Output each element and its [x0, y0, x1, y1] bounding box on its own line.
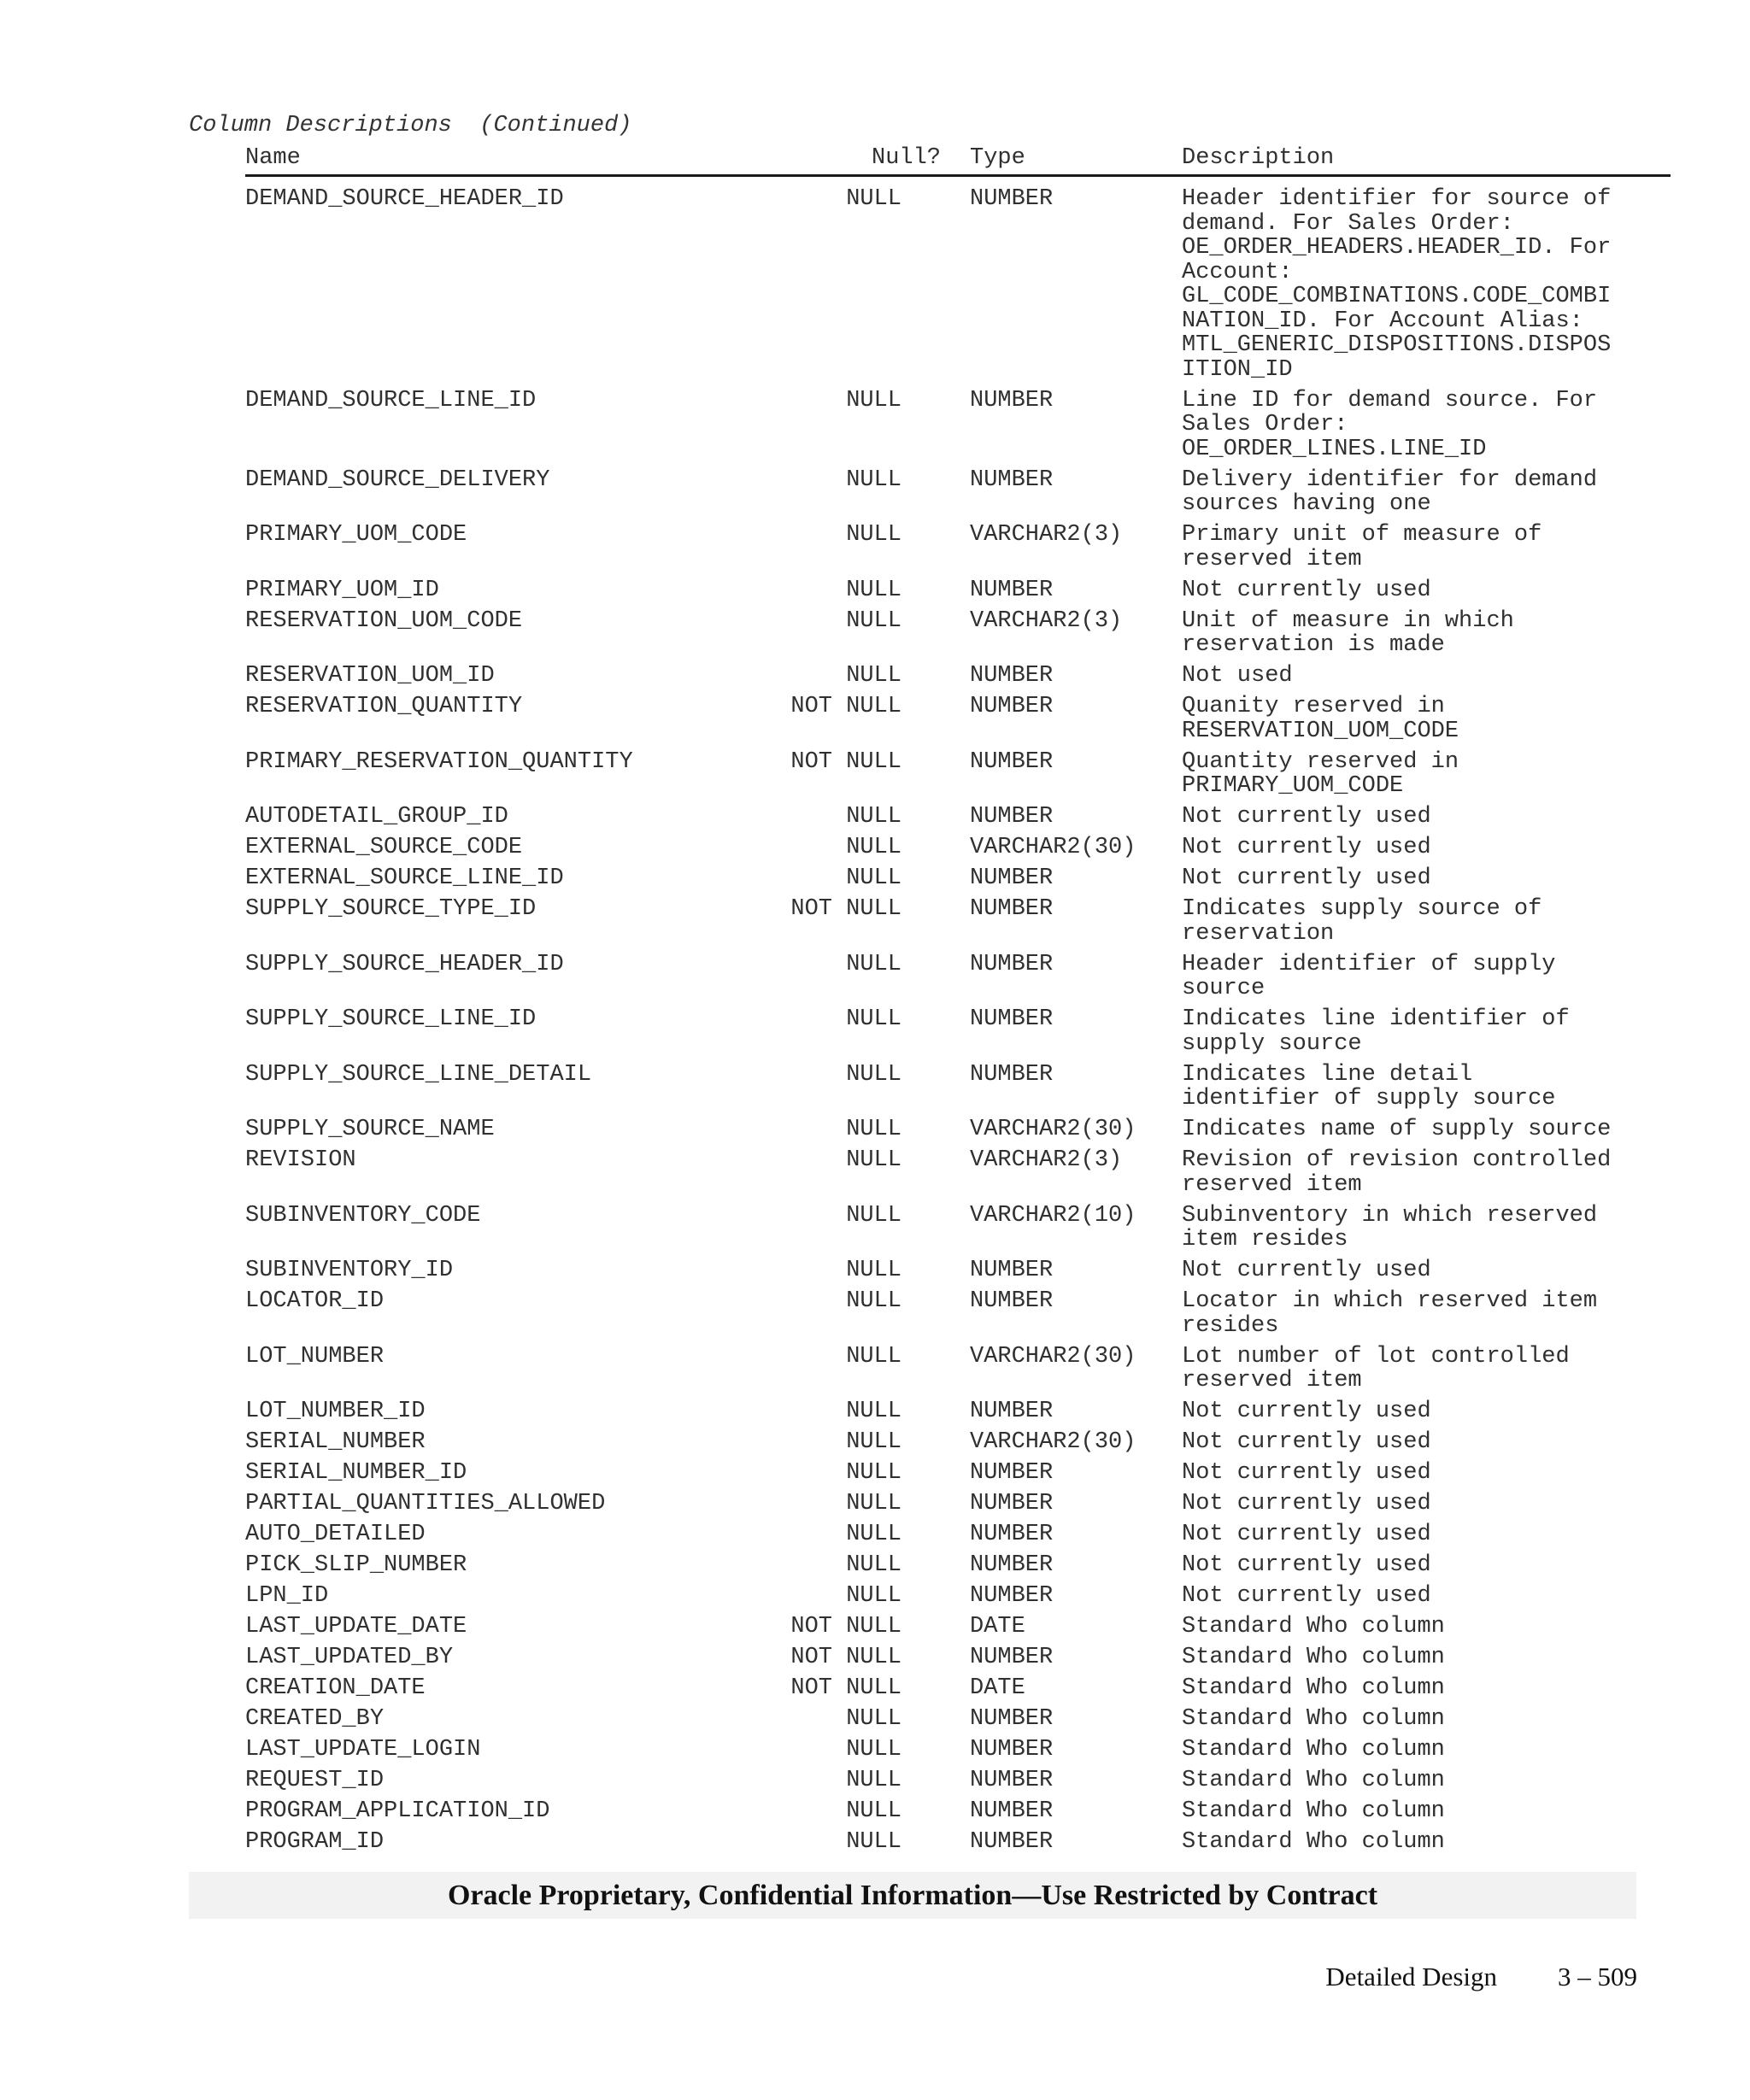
description-cell: Locator in which reserved item resides [1182, 1288, 1598, 1339]
nullability-cell: NULL [846, 1768, 901, 1793]
column-name-cell: RESERVATION_QUANTITY [245, 694, 523, 719]
column-descriptions-table [245, 144, 1671, 1861]
column-name-cell: LAST_UPDATE_DATE [245, 1614, 467, 1640]
table-row [245, 1830, 1671, 1855]
description-cell: Standard Who column [1182, 1675, 1445, 1701]
datatype-cell: NUMBER [970, 748, 1054, 775]
datatype-cell: NUMBER [970, 865, 1054, 891]
datatype-cell: NUMBER [970, 1583, 1054, 1609]
column-name-cell: LPN_ID [245, 1583, 329, 1609]
datatype-cell: VARCHAR2(3) [970, 607, 1123, 634]
footer-section-title: Detailed Design [1325, 1962, 1497, 1991]
table-row [245, 389, 1671, 462]
description-cell: Indicates line identifier of supply source [1182, 1006, 1570, 1057]
table-row [245, 1738, 1671, 1763]
datatype-cell: NUMBER [970, 1288, 1054, 1314]
table-row [245, 578, 1671, 603]
description-cell: Not currently used [1182, 1491, 1431, 1516]
table-row [245, 866, 1671, 891]
column-name-cell: EXTERNAL_SOURCE_CODE [245, 835, 523, 860]
description-cell: Standard Who column [1182, 1706, 1445, 1732]
datatype-cell: VARCHAR2(30) [970, 1429, 1136, 1455]
datatype-cell: NUMBER [970, 1491, 1054, 1516]
description-cell: Not currently used [1182, 1258, 1431, 1283]
column-name-cell: REVISION [245, 1147, 356, 1173]
nullability-cell: NULL [846, 1006, 901, 1032]
column-name-cell: SUPPLY_SOURCE_HEADER_ID [245, 951, 564, 977]
description-cell: Lot number of lot controlled reserved item [1182, 1343, 1570, 1393]
description-cell: Not currently used [1182, 577, 1431, 603]
nullability-cell: NULL [846, 1829, 901, 1855]
table-row [245, 1430, 1671, 1455]
column-name-cell: SUPPLY_SOURCE_TYPE_ID [245, 896, 537, 922]
description-cell: Quanity reserved in RESERVATION_UOM_CODE [1182, 694, 1459, 744]
column-name-cell: DEMAND_SOURCE_LINE_ID [245, 387, 537, 414]
footer-page-number: 3 – 509 [1558, 1962, 1637, 1991]
column-name-cell: LAST_UPDATE_LOGIN [245, 1737, 481, 1763]
table-header [245, 144, 1671, 177]
nullability-cell: NOT NULL [790, 1645, 901, 1670]
table-row [245, 695, 1671, 743]
nullability-cell: NULL [846, 951, 901, 977]
nullability-cell: NULL [846, 835, 901, 860]
table-row [245, 750, 1671, 799]
description-cell: Unit of measure in which reservation is made [1182, 607, 1514, 658]
nullability-cell: NULL [846, 186, 901, 212]
column-name-cell: SERIAL_NUMBER_ID [245, 1460, 467, 1486]
table-row [245, 953, 1671, 1001]
table-body [245, 187, 1671, 1855]
table-row [245, 1522, 1671, 1547]
column-name-cell: DEMAND_SOURCE_DELIVERY [245, 466, 550, 493]
datatype-cell: VARCHAR2(10) [970, 1202, 1136, 1229]
table-row [245, 1707, 1671, 1732]
nullability-cell: NULL [846, 1552, 901, 1578]
datatype-cell: VARCHAR2(30) [970, 835, 1136, 860]
nullability-cell: NULL [846, 1399, 901, 1424]
column-name-cell: PROGRAM_ID [245, 1829, 385, 1855]
datatype-cell: NUMBER [970, 694, 1054, 719]
table-row [245, 1258, 1671, 1283]
table-row [245, 1645, 1671, 1670]
datatype-cell: NUMBER [970, 1768, 1054, 1793]
nullability-cell: NULL [846, 1117, 901, 1142]
datatype-cell: NUMBER [970, 577, 1054, 603]
description-cell: Indicates name of supply source [1182, 1117, 1612, 1142]
description-cell: Indicates supply source of reservation [1182, 896, 1542, 947]
description-cell: Not currently used [1182, 835, 1431, 860]
datatype-cell: VARCHAR2(30) [970, 1117, 1136, 1142]
nullability-cell: NULL [846, 1737, 901, 1763]
nullability-cell: NULL [846, 577, 901, 603]
nullability-cell: NULL [846, 1522, 901, 1547]
column-name-cell: CREATED_BY [245, 1706, 385, 1732]
description-cell: Standard Who column [1182, 1798, 1445, 1824]
description-cell: Indicates line detail identifier of supply source [1182, 1061, 1556, 1112]
column-name-cell: SUPPLY_SOURCE_NAME [245, 1117, 495, 1142]
datatype-cell: NUMBER [970, 1399, 1054, 1424]
datatype-cell: DATE [970, 1614, 1025, 1640]
column-name-cell: PRIMARY_UOM_ID [245, 577, 439, 603]
table-row [245, 1063, 1671, 1112]
description-cell: Not used [1182, 663, 1293, 689]
column-name-cell: PRIMARY_RESERVATION_QUANTITY [245, 748, 633, 775]
description-cell: Not currently used [1182, 1429, 1431, 1455]
description-cell: Not currently used [1182, 1460, 1431, 1486]
table-row [245, 1553, 1671, 1578]
description-cell: Not currently used [1182, 804, 1431, 830]
datatype-cell: NUMBER [970, 1737, 1054, 1763]
table-row [245, 1584, 1671, 1609]
column-name-cell: SUBINVENTORY_ID [245, 1258, 454, 1283]
column-name-cell: PRIMARY_UOM_CODE [245, 522, 467, 548]
header-null: Null? [872, 145, 942, 171]
datatype-cell: NUMBER [970, 1258, 1054, 1283]
description-cell: Line ID for demand source. For Sales Order: OE_ORDER_LINES.LINE_ID [1182, 387, 1598, 462]
table-row [245, 1007, 1671, 1056]
nullability-cell: NOT NULL [790, 1614, 901, 1640]
table-row [245, 187, 1671, 382]
description-cell: Delivery identifier for demand sources having one [1182, 466, 1598, 517]
table-row [245, 1345, 1671, 1393]
table-row [245, 468, 1671, 517]
header-description: Description [1182, 145, 1335, 171]
description-cell: Primary unit of measure of reserved item [1182, 522, 1542, 572]
datatype-cell: NUMBER [970, 804, 1054, 830]
description-cell: Not currently used [1182, 1522, 1431, 1547]
column-name-cell: EXTERNAL_SOURCE_LINE_ID [245, 865, 564, 891]
description-cell: Not currently used [1182, 1399, 1431, 1424]
nullability-cell: NULL [846, 1460, 901, 1486]
description-cell: Not currently used [1182, 1552, 1431, 1578]
datatype-cell: NUMBER [970, 1829, 1054, 1855]
datatype-cell: NUMBER [970, 1645, 1054, 1670]
nullability-cell: NULL [846, 522, 901, 548]
column-name-cell: AUTO_DETAILED [245, 1522, 426, 1547]
nullability-cell: NULL [846, 1147, 901, 1173]
datatype-cell: NUMBER [970, 1522, 1054, 1547]
table-row [245, 1204, 1671, 1252]
table-row [245, 1615, 1671, 1640]
table-row [245, 1492, 1671, 1516]
description-cell: Not currently used [1182, 865, 1431, 891]
datatype-cell: VARCHAR2(3) [970, 1147, 1123, 1173]
datatype-cell: NUMBER [970, 1552, 1054, 1578]
column-name-cell: REQUEST_ID [245, 1768, 385, 1793]
column-name-cell: PARTIAL_QUANTITIES_ALLOWED [245, 1491, 606, 1516]
table-row [245, 664, 1671, 689]
datatype-cell: NUMBER [970, 1460, 1054, 1486]
table-row [245, 897, 1671, 946]
datatype-cell: NUMBER [970, 896, 1054, 922]
datatype-cell: VARCHAR2(3) [970, 522, 1123, 548]
description-cell: Quantity reserved in PRIMARY_UOM_CODE [1182, 748, 1459, 799]
datatype-cell: VARCHAR2(30) [970, 1343, 1136, 1370]
datatype-cell: NUMBER [970, 1706, 1054, 1732]
datatype-cell: NUMBER [970, 663, 1054, 689]
nullability-cell: NULL [846, 663, 901, 689]
column-name-cell: PROGRAM_APPLICATION_ID [245, 1798, 550, 1824]
nullability-cell: NOT NULL [790, 748, 901, 775]
description-cell: Header identifier for source of demand. For Sales Order: OE_ORDER_HEADERS.HEADER_ID. For Account: GL_CODE_COMBINATIONS.CODE_COMBI NATION_ID. For Account Alias: MTL_GENERIC_DISPOSITIONS.DISPOS ITION_ID [1182, 186, 1612, 383]
column-name-cell: LAST_UPDATED_BY [245, 1645, 454, 1670]
description-cell: Header identifier of supply source [1182, 951, 1556, 1001]
nullability-cell: NULL [846, 1583, 901, 1609]
table-row [245, 523, 1671, 572]
datatype-cell: NUMBER [970, 951, 1054, 977]
nullability-cell: NULL [846, 387, 901, 414]
table-caption: Column Descriptions (Continued) [189, 113, 632, 138]
table-row [245, 1769, 1671, 1793]
datatype-cell: DATE [970, 1675, 1025, 1701]
table-row [245, 836, 1671, 860]
table-row [245, 1148, 1671, 1197]
description-cell: Subinventory in which reserved item resides [1182, 1202, 1598, 1252]
table-row [245, 609, 1671, 658]
confidentiality-banner: Oracle Proprietary, Confidential Information––Use Restricted by Contract [189, 1872, 1636, 1919]
table-row [245, 1289, 1671, 1338]
column-name-cell: LOT_NUMBER [245, 1343, 385, 1370]
column-name-cell: RESERVATION_UOM_CODE [245, 607, 523, 634]
header-type: Type [970, 145, 1025, 171]
table-row [245, 1461, 1671, 1486]
nullability-cell: NULL [846, 804, 901, 830]
nullability-cell: NOT NULL [790, 1675, 901, 1701]
column-name-cell: RESERVATION_UOM_ID [245, 663, 495, 689]
nullability-cell: NULL [846, 1429, 901, 1455]
column-name-cell: SUBINVENTORY_CODE [245, 1202, 481, 1229]
header-name: Name [245, 145, 301, 171]
description-cell: Standard Who column [1182, 1768, 1445, 1793]
datatype-cell: NUMBER [970, 1006, 1054, 1032]
nullability-cell: NULL [846, 1061, 901, 1088]
table-row [245, 1117, 1671, 1142]
nullability-cell: NULL [846, 1288, 901, 1314]
description-cell: Not currently used [1182, 1583, 1431, 1609]
column-name-cell: PICK_SLIP_NUMBER [245, 1552, 467, 1578]
description-cell: Standard Who column [1182, 1737, 1445, 1763]
description-cell: Standard Who column [1182, 1829, 1445, 1855]
nullability-cell: NULL [846, 607, 901, 634]
column-name-cell: SUPPLY_SOURCE_LINE_ID [245, 1006, 537, 1032]
nullability-cell: NULL [846, 1706, 901, 1732]
datatype-cell: NUMBER [970, 1798, 1054, 1824]
nullability-cell: NULL [846, 1491, 901, 1516]
description-cell: Standard Who column [1182, 1614, 1445, 1640]
nullability-cell: NULL [846, 1202, 901, 1229]
column-name-cell: SUPPLY_SOURCE_LINE_DETAIL [245, 1061, 592, 1088]
column-name-cell: SERIAL_NUMBER [245, 1429, 426, 1455]
nullability-cell: NULL [846, 1343, 901, 1370]
nullability-cell: NULL [846, 1258, 901, 1283]
description-cell: Revision of revision controlled reserved item [1182, 1147, 1612, 1198]
datatype-cell: NUMBER [970, 387, 1054, 414]
nullability-cell: NOT NULL [790, 694, 901, 719]
column-name-cell: AUTODETAIL_GROUP_ID [245, 804, 508, 830]
description-cell: Standard Who column [1182, 1645, 1445, 1670]
column-name-cell: LOT_NUMBER_ID [245, 1399, 426, 1424]
column-name-cell: DEMAND_SOURCE_HEADER_ID [245, 186, 564, 212]
column-name-cell: LOCATOR_ID [245, 1288, 385, 1314]
nullability-cell: NULL [846, 865, 901, 891]
table-row [245, 1399, 1671, 1424]
table-row [245, 805, 1671, 830]
datatype-cell: NUMBER [970, 186, 1054, 212]
table-row [245, 1799, 1671, 1824]
nullability-cell: NULL [846, 1798, 901, 1824]
nullability-cell: NULL [846, 466, 901, 493]
table-row [245, 1676, 1671, 1701]
datatype-cell: NUMBER [970, 466, 1054, 493]
nullability-cell: NOT NULL [790, 896, 901, 922]
datatype-cell: NUMBER [970, 1061, 1054, 1088]
column-name-cell: CREATION_DATE [245, 1675, 426, 1701]
